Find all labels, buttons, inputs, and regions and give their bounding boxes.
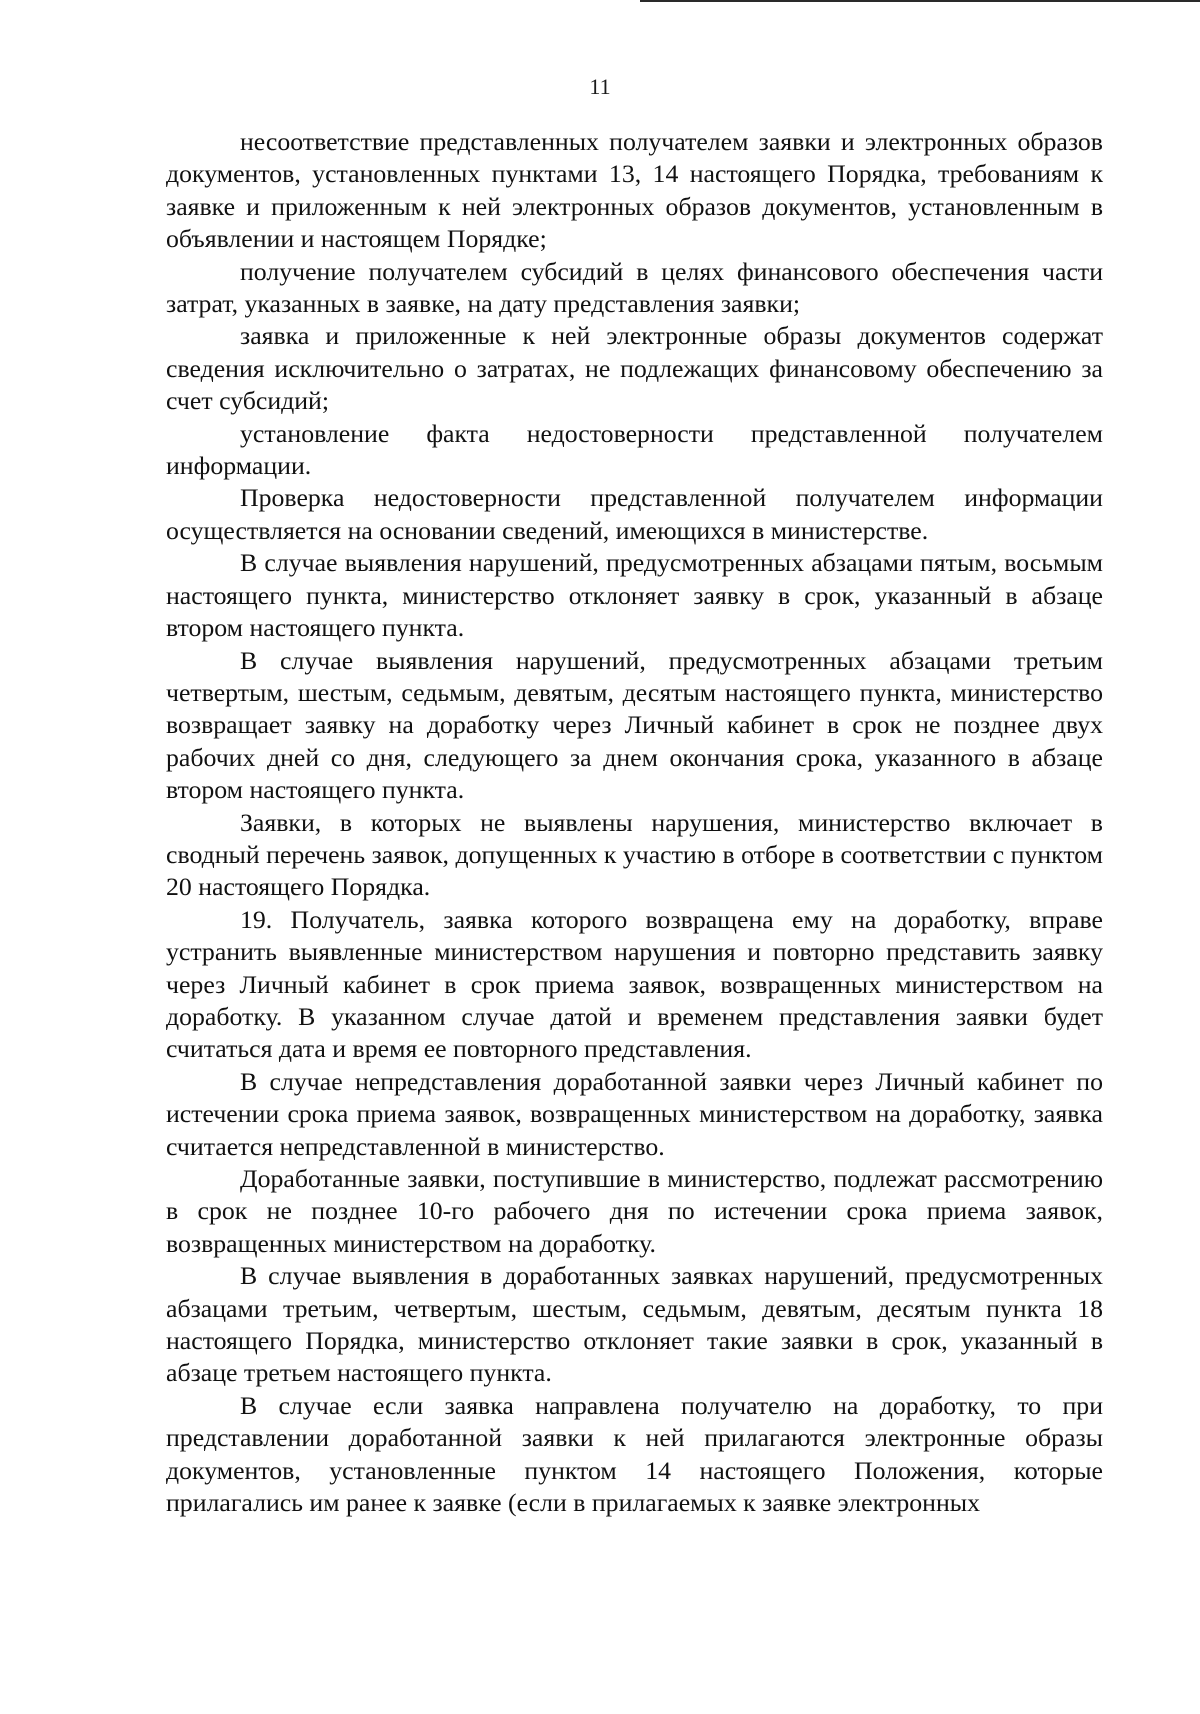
paragraph: получение получателем субсидий в целях финансового обеспечения части затрат, указанных в заявке, на дату представления заявки; <box>166 256 1103 319</box>
paragraph: В случае выявления нарушений, предусмотренных абзацами третьим четвертым, шестым, седьмым, девятым, десятым настоящего пункта, министерство возвращает заявку на доработку через Личный кабинет в срок не позднее двух рабочих дней со дня, следующего за днем окончания срока, указанного в абзаце втором настоящего пункта. <box>166 645 1103 805</box>
paragraph: Проверка недостоверности представленной получателем информации осуществляется на основании сведений, имеющихся в министерстве. <box>166 483 1103 545</box>
top-border-line <box>640 0 1200 2</box>
paragraph: В случае выявления в доработанных заявках нарушений, предусмотренных абзацами третьим, четвертым, шестым, седьмым, девятым, десятым пункта 18 настоящего Порядка, министерство отклоняет такие заявки в срок, указанный в абзаце третьем настоящего пункта. <box>166 1261 1103 1388</box>
paragraph: Доработанные заявки, поступившие в министерство, подлежат рассмотрению в срок не позднее 10-го рабочего дня по истечении срока приема заявок, возвращенных министерством на доработку. <box>166 1164 1103 1258</box>
paragraph: В случае непредставления доработанной заявки через Личный кабинет по истечении срока приема заявок, возвращенных министерством на доработку, заявка считается непредставленной в министерство. <box>166 1066 1103 1161</box>
paragraph: В случае выявления нарушений, предусмотренных абзацами пятым, восьмым настоящего пункта, министерство отклоняет заявку в срок, указанный в абзаце втором настоящего пункта. <box>166 548 1103 643</box>
paragraph: установление факта недостоверности представленной получателем информации. <box>166 418 1103 481</box>
paragraph: несоответствие представленных получателем заявки и электронных образов документов, установленных пунктами 13, 14 настоящего Порядка, требованиям к заявке и приложенным к ней электронных образов документов, установленным в объявлении и настоящем Порядке; <box>166 127 1103 254</box>
paragraph: В случае если заявка направлена получателю на доработку, то при представлении доработанной заявки к ней прилагаются электронные образы документов, установленные пунктом 14 настоящего Положения, которые прилагались им ранее к заявке (если в прилагаемых к заявке электронных <box>166 1390 1103 1518</box>
paragraph: заявка и приложенные к ней электронные образы документов содержат сведения исключительно о затратах, не подлежащих финансовому обеспечению за счет субсидий; <box>166 321 1103 416</box>
paragraph: 19. Получатель, заявка которого возвращена ему на доработку, вправе устранить выявленные министерством нарушения и повторно представить заявку через Личный кабинет в срок приема заявок, возвращенных министерством на доработку. В указанном случае датой и временем представления заявки будет считаться дата и время ее повторного представления. <box>166 904 1103 1064</box>
document-body <box>166 126 1103 1519</box>
page-number: 11 <box>589 74 611 99</box>
paragraph: Заявки, в которых не выявлены нарушения, министерство включает в сводный перечень заявок, допущенных к участию в отборе в соответствии с пунктом 20 настоящего Порядка. <box>166 807 1103 902</box>
